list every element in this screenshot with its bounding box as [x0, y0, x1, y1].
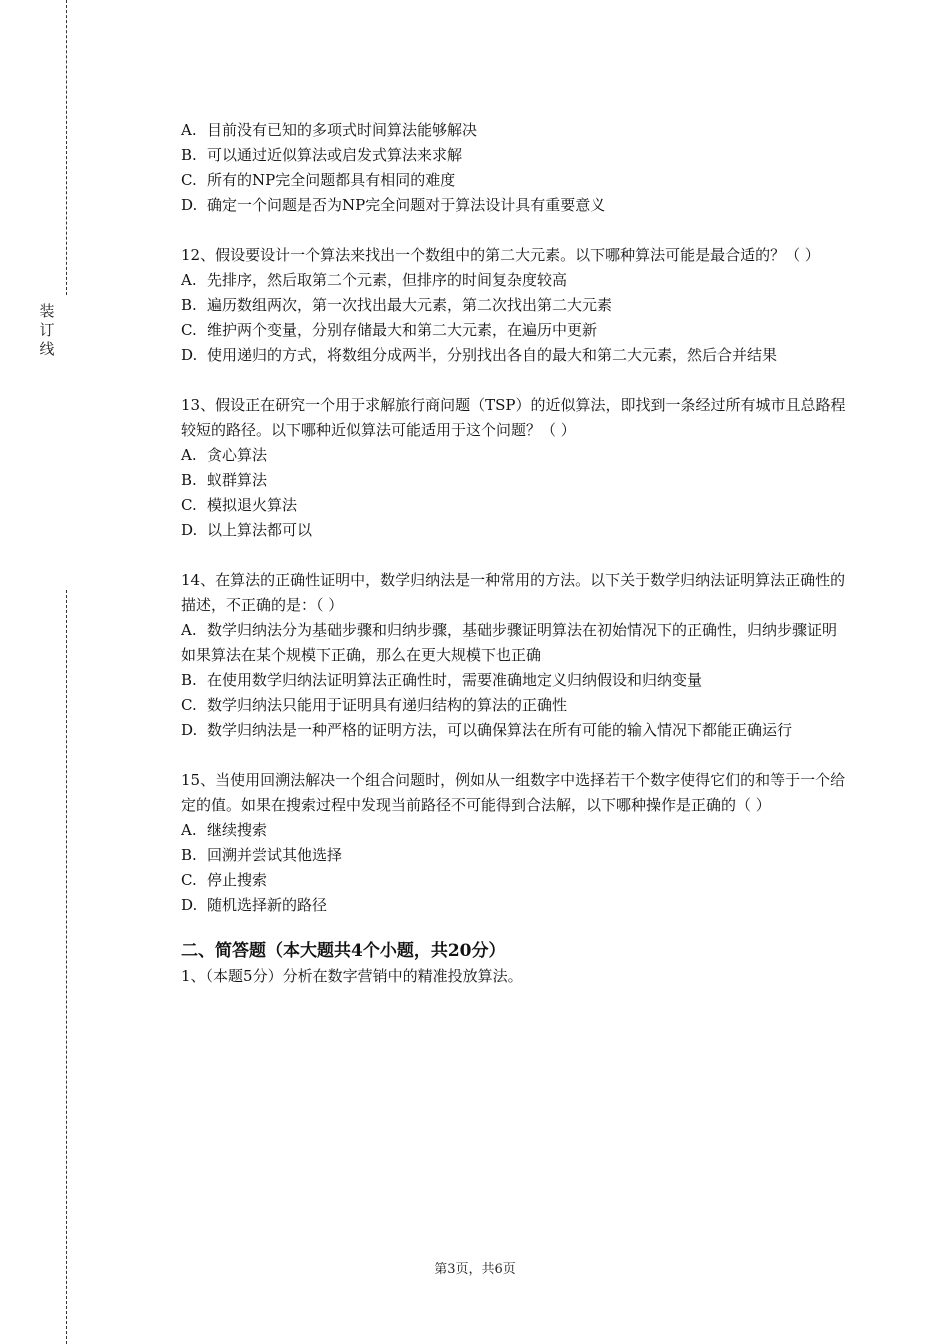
option-c: C. 数学归纳法只能用于证明具有递归结构的算法的正确性: [181, 696, 568, 714]
option-d: D. 以上算法都可以: [181, 521, 313, 539]
exam-content: [181, 118, 849, 989]
option-b: B. 在使用数学归纳法证明算法正确性时，需要准确地定义归纳假设和归纳变量: [181, 671, 703, 689]
option-a: A. 目前没有已知的多项式时间算法能够解决: [181, 121, 478, 139]
option-c: C. 模拟退火算法: [181, 496, 298, 514]
option-a: A. 贪心算法: [181, 446, 268, 464]
option-b: B. 蚁群算法: [181, 471, 268, 489]
binding-char: 线: [39, 340, 55, 358]
option-a: A. 数学归纳法分为基础步骤和归纳步骤，基础步骤证明算法在初始情况下的正确性，归纳步骤证明如果算法在某个规模下正确，那么在更大规模下也正确: [181, 621, 838, 664]
section-title: 二、简答题（本大题共4个小题，共20分）: [181, 941, 506, 961]
question-13: [181, 393, 849, 543]
option-d: D. 数学归纳法是一种严格的证明方法，可以确保算法在所有可能的输入情况下都能正确运行: [181, 721, 793, 739]
option-d: D. 随机选择新的路径: [181, 896, 328, 914]
option-c: C. 所有的NP完全问题都具有相同的难度: [181, 171, 456, 189]
question-14: [181, 568, 849, 743]
option-b: B. 回溯并尝试其他选择: [181, 846, 343, 864]
question-stem: 13、假设正在研究一个用于求解旅行商问题（TSP）的近似算法，即找到一条经过所有城市且总路程较短的路径。以下哪种近似算法可能适用于这个问题？（ ）: [181, 396, 846, 439]
question-stem: 12、假设要设计一个算法来找出一个数组中的第二大元素。以下哪种算法可能是最合适的？（ ）: [181, 246, 820, 264]
binding-char: 订: [39, 321, 55, 339]
question-15: [181, 768, 849, 918]
option-b: B. 可以通过近似算法或启发式算法来求解: [181, 146, 463, 164]
binding-line-bottom: [66, 590, 67, 1344]
option-d: D. 确定一个问题是否为NP完全问题对于算法设计具有重要意义: [181, 196, 606, 214]
page-number: 第3页，共6页: [434, 1262, 516, 1277]
option-d: D. 使用递归的方式，将数组分成两半，分别找出各自的最大和第二大元素，然后合并结果: [181, 346, 778, 364]
question-12: [181, 243, 849, 368]
option-c: C. 维护两个变量，分别存储最大和第二大元素，在遍历中更新: [181, 321, 598, 339]
option-c: C. 停止搜索: [181, 871, 268, 889]
option-a: A. 继续搜索: [181, 821, 268, 839]
question-stem: 15、当使用回溯法解决一个组合问题时，例如从一组数字中选择若干个数字使得它们的和等于一个给定的值。如果在搜索过程中发现当前路径不可能得到合法解，以下哪种操作是正确的（ ）: [181, 771, 846, 814]
option-b: B. 遍历数组两次，第一次找出最大元素，第二次找出第二大元素: [181, 296, 613, 314]
question-11-options: [181, 118, 849, 218]
binding-label: [36, 302, 58, 359]
binding-line-top: [66, 0, 67, 295]
short-answer-question: 1、（本题5分）分析在数字营销中的精准投放算法。: [181, 967, 523, 985]
option-a: A. 先排序，然后取第二个元素，但排序的时间复杂度较高: [181, 271, 568, 289]
binding-char: 装: [39, 302, 55, 320]
question-stem: 14、在算法的正确性证明中，数学归纳法是一种常用的方法。以下关于数学归纳法证明算法正确性的描述，不正确的是：（ ）: [181, 571, 846, 614]
